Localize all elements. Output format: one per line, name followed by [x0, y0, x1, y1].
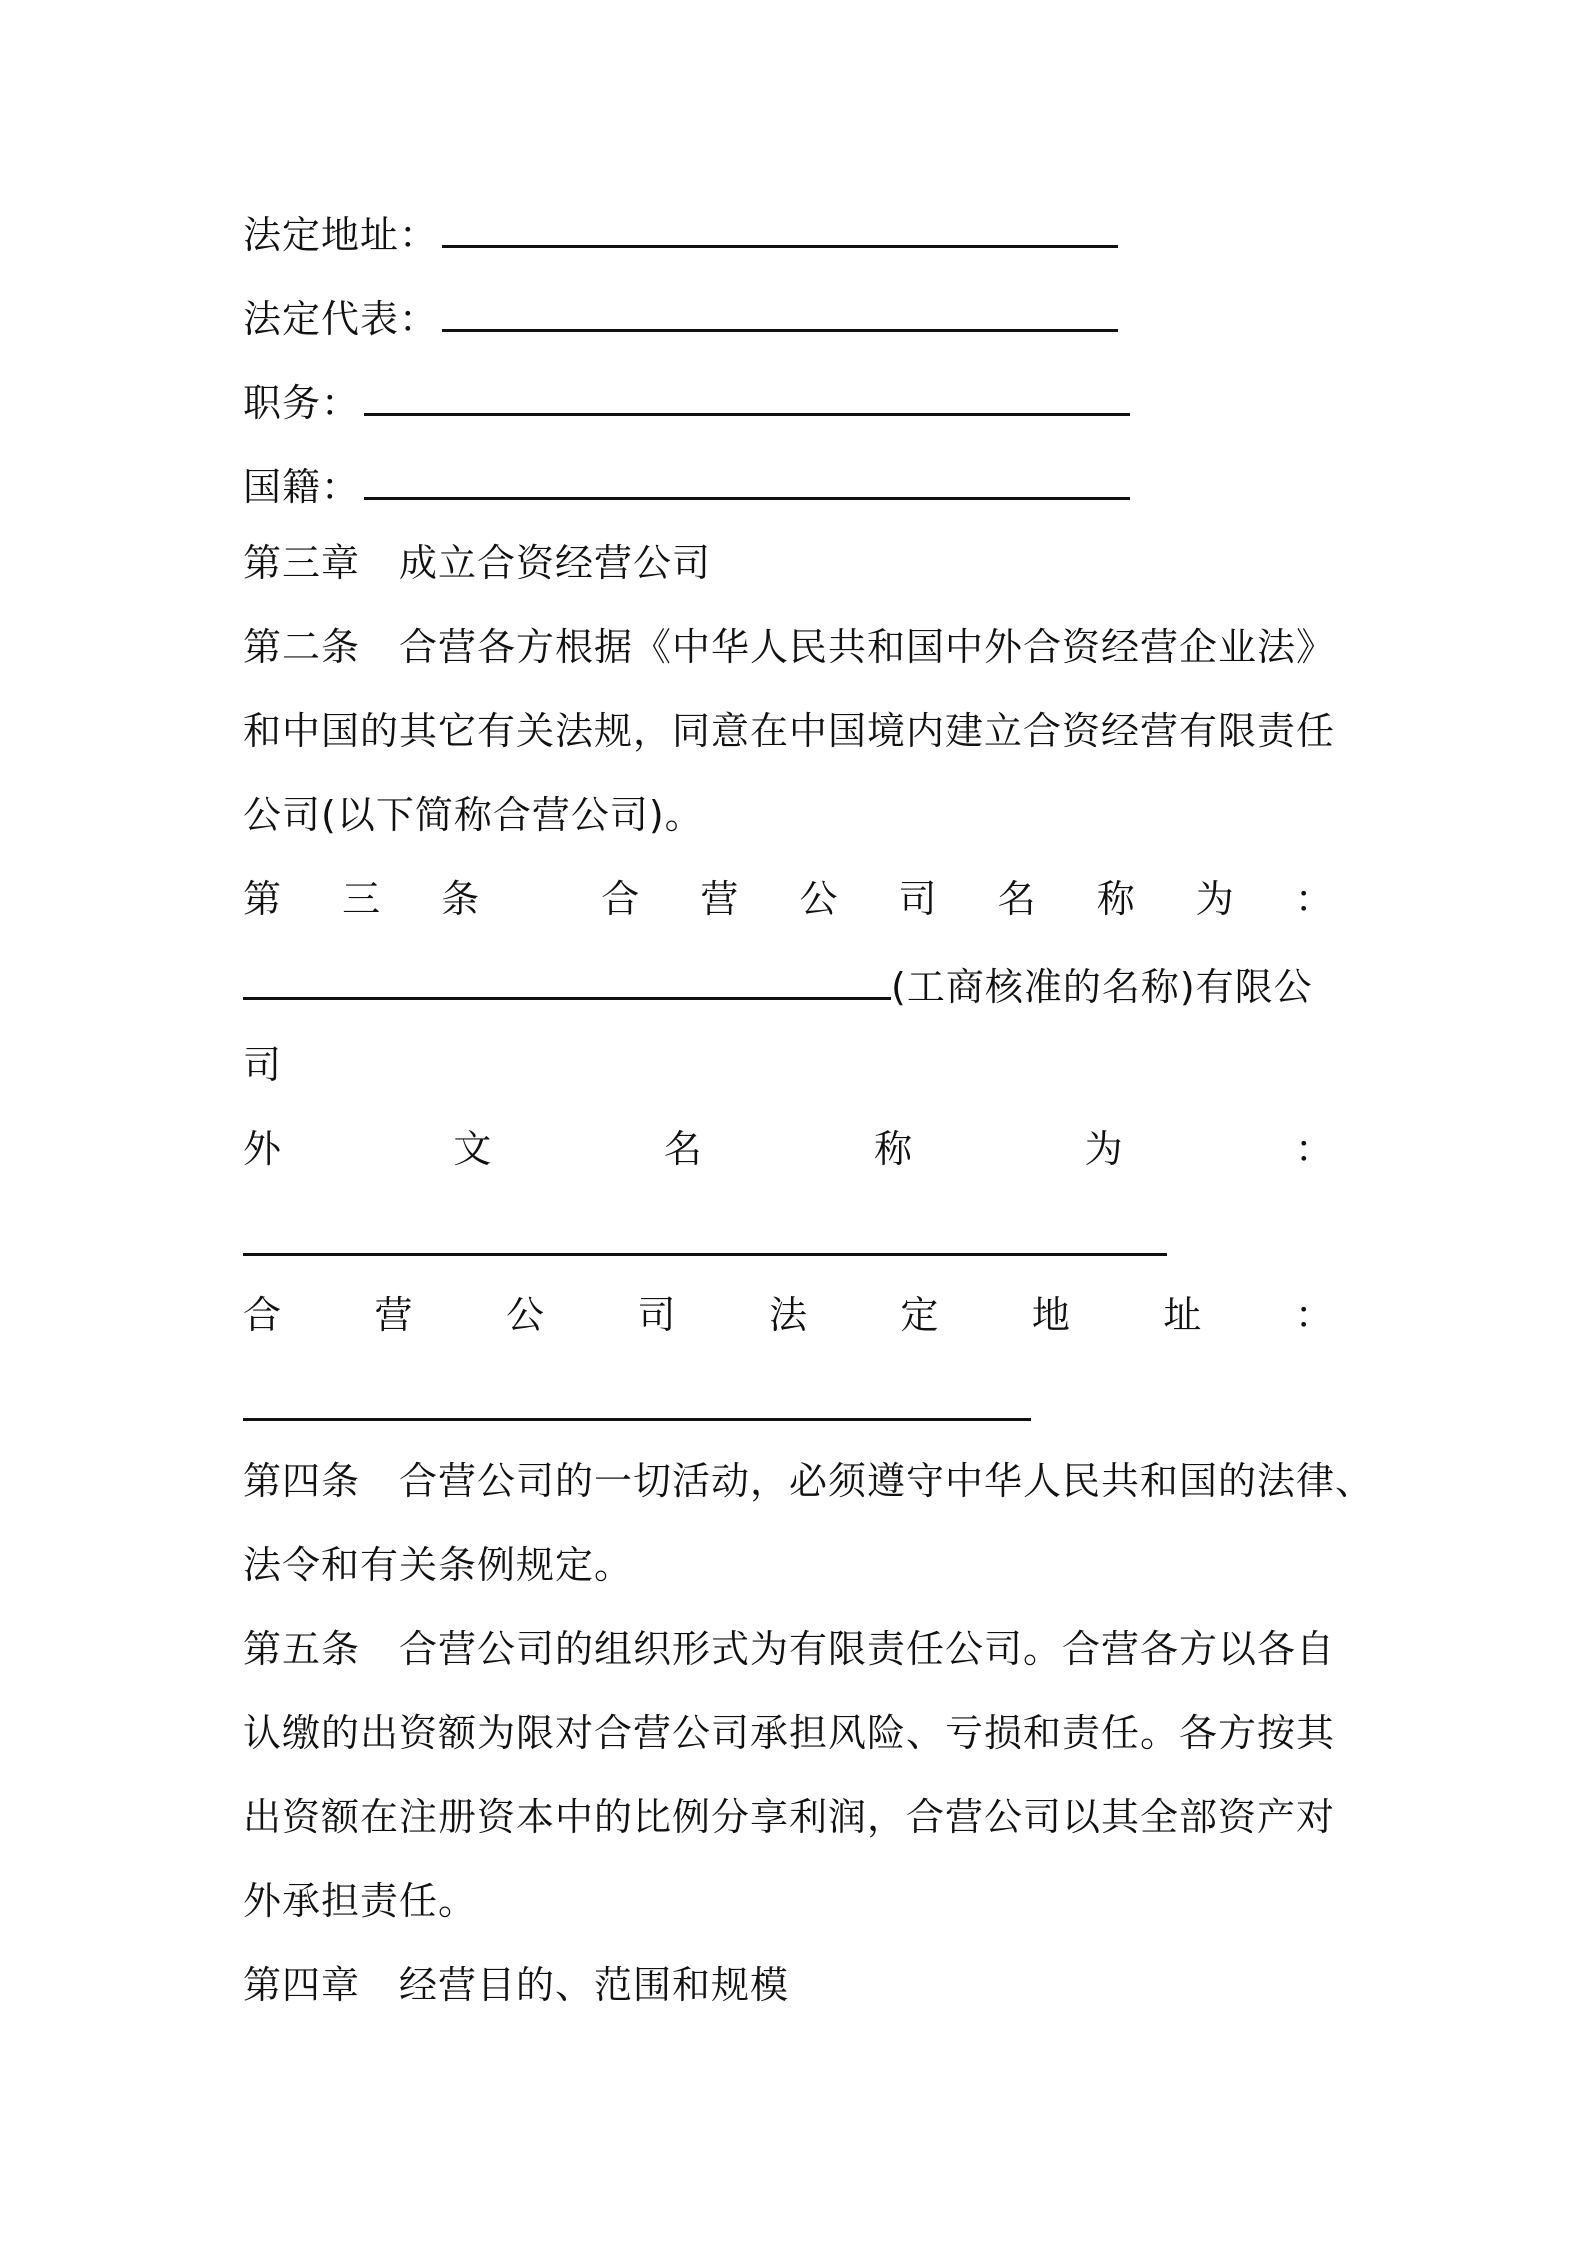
foreign-name-char: 文: [453, 1127, 492, 1171]
company-address-char: 司: [637, 1293, 676, 1337]
article3-char: 为: [1195, 877, 1234, 921]
company-address-char: 地: [1031, 1293, 1070, 1337]
article3-char: 名: [997, 877, 1036, 921]
legal-address-blank[interactable]: [442, 211, 1118, 248]
article4-line2: 法令和有关条例规定。: [243, 1543, 634, 1587]
company-address-blank[interactable]: [243, 1418, 1031, 1421]
article5-line3: 出资额在注册资本中的比例分享利润，合营公司以其全部资产对: [243, 1795, 1336, 1839]
company-address-char: 法: [768, 1293, 807, 1337]
article3-char: 称: [1096, 877, 1135, 921]
article4-line1: 第四条 合营公司的一切活动，必须遵守中华人民共和国的法律、: [243, 1459, 1375, 1503]
foreign-name-char: 名: [663, 1127, 702, 1171]
article5-line4: 外承担责任。: [243, 1879, 478, 1923]
article3-char: ：: [1294, 877, 1333, 921]
position-blank[interactable]: [364, 379, 1130, 416]
company-address-char: 营: [374, 1293, 413, 1337]
article5-line2: 认缴的出资额为限对合营公司承担风险、亏损和责任。各方按其: [243, 1711, 1336, 1755]
article3-char: 条: [441, 877, 480, 921]
legal-rep-blank[interactable]: [442, 295, 1118, 332]
article3-char: 营: [700, 877, 739, 921]
foreign-name-char: 称: [874, 1127, 913, 1171]
foreign-name-char: 为: [1084, 1127, 1123, 1171]
company-address-char: 合: [243, 1293, 282, 1337]
foreign-name-char: ：: [1294, 1127, 1333, 1171]
legal-rep-line: [243, 294, 1118, 344]
company-address-label: [243, 1290, 1333, 1340]
nationality-blank[interactable]: [364, 463, 1130, 500]
article3-char: 三: [342, 877, 381, 921]
article3-char: 合: [601, 877, 640, 921]
nationality-line: [243, 462, 1130, 512]
position-label: 职务：: [243, 381, 361, 425]
company-name-suffix: (工商核准的名称)有限公: [891, 965, 1313, 1009]
chapter3-title: 第三章 成立合资经营公司: [243, 541, 712, 585]
legal-address-line: [243, 210, 1118, 260]
foreign-name-char: 外: [243, 1127, 282, 1171]
legal-rep-label: 法定代表：: [243, 297, 439, 341]
foreign-name-blank[interactable]: [243, 1253, 1167, 1256]
company-name-line: [243, 962, 1313, 1012]
company-address-char: 公: [505, 1293, 544, 1337]
article5-line1: 第五条 合营公司的组织形式为有限责任公司。合营各方以各自: [243, 1627, 1336, 1671]
article3-char: 公: [799, 877, 838, 921]
company-address-char: 址: [1163, 1293, 1202, 1337]
article2-line3: 公司(以下简称合营公司)。: [243, 793, 704, 837]
nationality-label: 国籍：: [243, 465, 361, 509]
position-line: [243, 378, 1130, 428]
company-address-char: ：: [1294, 1293, 1333, 1337]
article2-line2: 和中国的其它有关法规，同意在中国境内建立合资经营有限责任: [243, 709, 1336, 753]
article3-char: 第: [243, 877, 282, 921]
company-address-char: 定: [900, 1293, 939, 1337]
company-name-blank[interactable]: [243, 963, 891, 1000]
chapter4-title: 第四章 经营目的、范围和规模: [243, 1963, 790, 2007]
foreign-name-label: [243, 1124, 1333, 1174]
legal-address-label: 法定地址：: [243, 213, 439, 257]
article3-char: 司: [898, 877, 937, 921]
article2-line1: 第二条 合营各方根据《中华人民共和国中外合资经营企业法》: [243, 625, 1336, 669]
article3-label: [243, 874, 1333, 924]
company-name-suffix2: 司: [243, 1043, 283, 1087]
